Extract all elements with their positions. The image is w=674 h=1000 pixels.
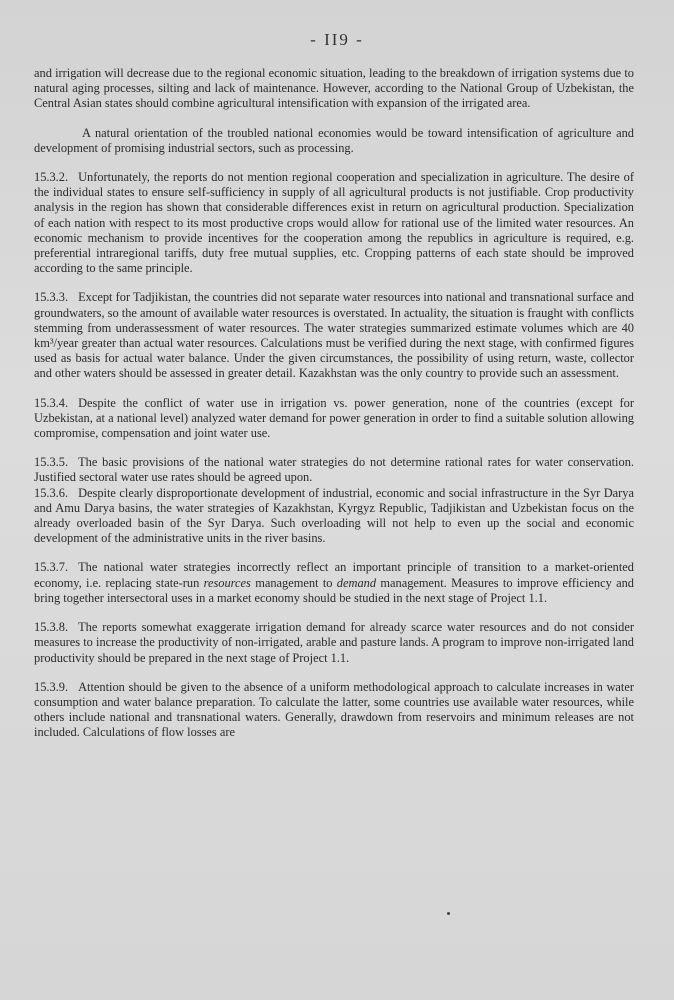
section-text: Despite the conflict of water use in irrigation vs. power generation, none of the countries (except for Uzbekistan, at a national level) analyzed water demand for power generation in order to find a suitable solution allowing compromise, compensation and joint water use. [34, 395, 634, 441]
section-15-3-2 [34, 170, 634, 276]
section-text: The reports somewhat exaggerate irrigation demand for already scarce water resources and do not consider measures to increase the productivity of non-irrigated, arable and pasture lands. A program to improve non-irrigated land productivity should be prepared in the next stage of Project 1.1. [34, 620, 634, 665]
section-text: The basic provisions of the national water strategies do not determine rational rates for water conservation. Justified sectoral water use rates should be agreed upon. [34, 455, 634, 485]
section-number: 15.3.9. [34, 679, 69, 694]
section-number: 15.3.2. [34, 170, 69, 185]
section-15-3-4 [34, 396, 634, 442]
section-number: 15.3.4. [34, 395, 69, 410]
section-15-3-3 [34, 290, 634, 381]
section-text: The national water strategies incorrectly reflect an important principle of transition to a market-oriented economy, i.e. replacing state-run [34, 560, 634, 590]
section-15-3-9 [34, 680, 634, 741]
paper-speck [447, 912, 450, 915]
emphasis-resources: resources [203, 575, 251, 590]
section-text: Except for Tadjikistan, the countries did not separate water resources into national and transnational surface and groundwaters, so the amount of available water resources is overstated. In actuality, the situation is fraught with conflicts stemming from underassessment of water resources. The water strategies summarized estimate volumes which are 40 km³/year greater than actual water resources. Calculations must be verified during the next stage, with confirmed figures used as basis for actual water balance. Under the given circumstances, the possibility of using return, waste, collector and other waters should be assessed in greater detail. Kazakhstan was the only country to provide such an assessment. [34, 290, 634, 381]
paragraph-continuation: and irrigation will decrease due to the regional economic situation, leading to the breakdown of irrigation systems due to natural aging processes, silting and lack of maintenance. However, according to the National Group of Uzbekistan, the Central Asian states should combine agricultural intensification with expansion of the irrigated area. [34, 66, 634, 111]
section-15-3-8 [34, 620, 634, 666]
section-text: Attention should be given to the absence of a uniform methodological approach to calculate increases in water consumption and water balance preparation. To calculate the latter, some countries use available water resources, while others include national and transnational waters. Generally, drawdown from reservoirs and minimum releases are not included. Calculations of flow losses are [34, 679, 634, 740]
section-text: Despite clearly disproportionate development of industrial, economic and social infrastructure in the Syr Darya and Amu Darya basins, the water strategies of Kazakhstan, Kyrgyz Republic, Tadjikistan and Uzbekistan focus on the already overloaded basin of the Syr Darya. Such overloading will not help to even up the social and economic development of the administrative units in the river basins. [34, 485, 634, 546]
emphasis-demand: demand [336, 575, 377, 590]
section-number: 15.3.6. [34, 485, 69, 500]
body-text [34, 66, 634, 755]
section-text: Unfortunately, the reports do not mention regional cooperation and specialization in agriculture. The desire of the individual states to ensure self-sufficiency in supply of all agricultural products is not justifiable. Crop productivity analysis in the region has shown that considerable differences exist in return on agricultural production. Specialization of each nation with respect to its most productive crops would allow for rational use of the limited water resources. An economic mechanism to provide incentives for the cooperation among the republics in agriculture is required, e.g. preferential intraregional tariffs, duty free mutual supplies, etc. Cropping patterns of each state should be improved according to the same principle. [34, 170, 634, 276]
section-15-3-6 [34, 486, 634, 547]
section-15-3-5 [34, 455, 634, 485]
section-15-3-7 [34, 560, 634, 606]
section-text: management. Measures to improve efficiency and bring together intersectoral uses in a market economy should be studied in the next stage of Project 1.1. [34, 575, 634, 605]
section-number: 15.3.5. [34, 455, 69, 470]
section-number: 15.3.7. [34, 560, 69, 575]
paragraph-orientation: A natural orientation of the troubled national economies would be toward intensification of agriculture and development of promising industrial sectors, such as processing. [34, 125, 634, 155]
section-number: 15.3.3. [34, 290, 69, 305]
page-number: - II9 - [310, 30, 364, 49]
section-number: 15.3.8. [34, 620, 69, 635]
section-text: management to [250, 575, 337, 590]
